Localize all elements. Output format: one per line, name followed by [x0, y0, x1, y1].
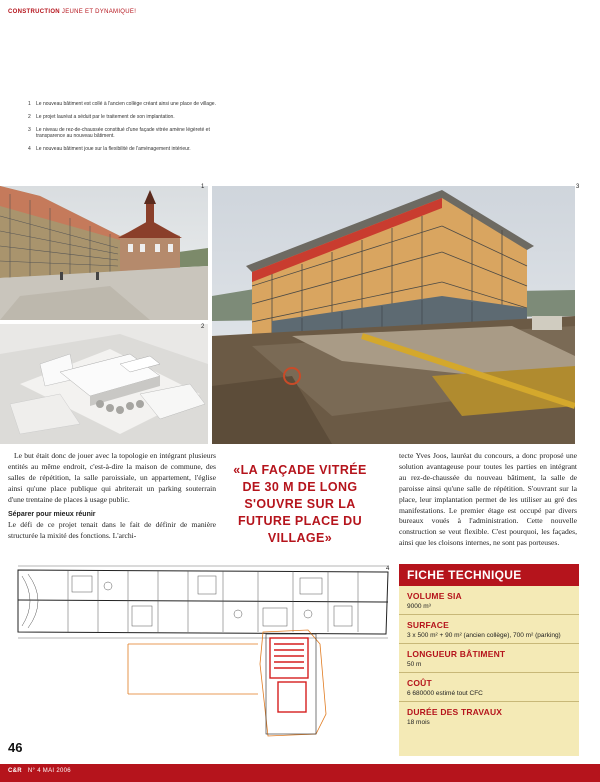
fiche-row [399, 644, 579, 673]
fiche-label: COÛT [407, 678, 432, 688]
photo-number: 3 [576, 184, 580, 190]
fiche-value: 3 x 500 m² + 90 m² (ancien collège), 700 m² (parking) [407, 632, 561, 639]
fiche-label: SURFACE [407, 620, 450, 630]
photo-architectural-model [0, 324, 208, 444]
photo-number: 1 [201, 184, 205, 190]
article-column-2 [399, 451, 577, 549]
fiche-technique-box [399, 564, 579, 756]
footer-bar [0, 764, 600, 782]
caption-item: 2 Le projet lauréat a séduit par le traitement de son implantation. [28, 113, 175, 120]
fiche-title: FICHE TECHNIQUE [399, 564, 579, 586]
article-paragraph: tecte Yves Joos, lauréat du concours, a donc proposé une solution avantageuse pour toutes les parties en intégrant au rez-de-chaussée du nouveau bâtiment, la salle de paroisse ainsi qu'une salle de répétition. S'ouvrant sur la place, leur implantation permet de les utiliser au gré des manifestations. Le premier étage est occupé par divers bureaux voués à l'administration. Cette nouvelle construction se veut flexible. C'est pourquoi, les façades, ainsi que les cloisons internes, ne sont pas porteuses. [399, 451, 577, 548]
issue-label: N° 4 MAI 2006 [27, 768, 71, 774]
fiche-label: LONGUEUR BÂTIMENT [407, 649, 506, 659]
running-header [8, 9, 136, 15]
caption-item: 1 Le nouveau bâtiment est collé à l'ancien collège créant ainsi une place de village. [28, 101, 216, 107]
photo-construction-site [212, 186, 575, 444]
magazine-name: C&R [8, 768, 22, 774]
section-subtitle: JEUNE ET DYNAMIQUE! [61, 9, 137, 15]
floor-plan-drawing [8, 564, 393, 742]
fiche-value: 9000 m³ [407, 603, 431, 610]
section-label: CONSTRUCTION [8, 9, 60, 15]
footer-text [8, 768, 71, 774]
fiche-row [399, 702, 579, 730]
fiche-label: DURÉE DES TRAVAUX [407, 707, 503, 717]
caption-item: 3 Le niveau de rez-de-chaussée constitué d'une façade vitrée amène légèreté et transparence au nouveau bâtiment. [28, 126, 210, 140]
article-paragraph: Le défi de ce projet tenait dans le fait de définir de manière structurée la mixité des fonctions. L'archi- [8, 520, 216, 541]
photo-number: 4 [386, 566, 390, 572]
fiche-value: 6 680000 estimé tout CFC [407, 690, 483, 697]
caption-item: 4 Le nouveau bâtiment joue sur la flexibilité de l'aménagement intérieur. [28, 146, 191, 152]
photo-number: 2 [201, 324, 205, 330]
pull-quote: «LA FAÇADE VITRÉE DE 30 M DE LONG S'OUVRE SUR LA FUTURE PLACE DU VILLAGE» [233, 463, 367, 545]
article-paragraph: Le but était donc de jouer avec la topologie en intégrant plusieurs entités au même endroit, c'est-à-dire la maison de commune, des salles de répétition, la salle paroissiale, un appartement, l'église ainsi qu'une place publique qui abriterait un parking souterrain d'une trentaine de places à usage public. [8, 451, 216, 504]
page-number: 46 [8, 740, 23, 755]
photo-captions [28, 101, 218, 159]
fiche-value: 50 m [407, 661, 422, 668]
fiche-row [399, 615, 579, 644]
article-column-1 [8, 451, 216, 542]
fiche-label: VOLUME SIA [407, 591, 462, 601]
fiche-value: 18 mois [407, 719, 430, 726]
fiche-row [399, 586, 579, 615]
photo-building-courtyard [0, 186, 208, 320]
fiche-row [399, 673, 579, 702]
article-subheading: Séparer pour mieux réunir [8, 510, 96, 518]
